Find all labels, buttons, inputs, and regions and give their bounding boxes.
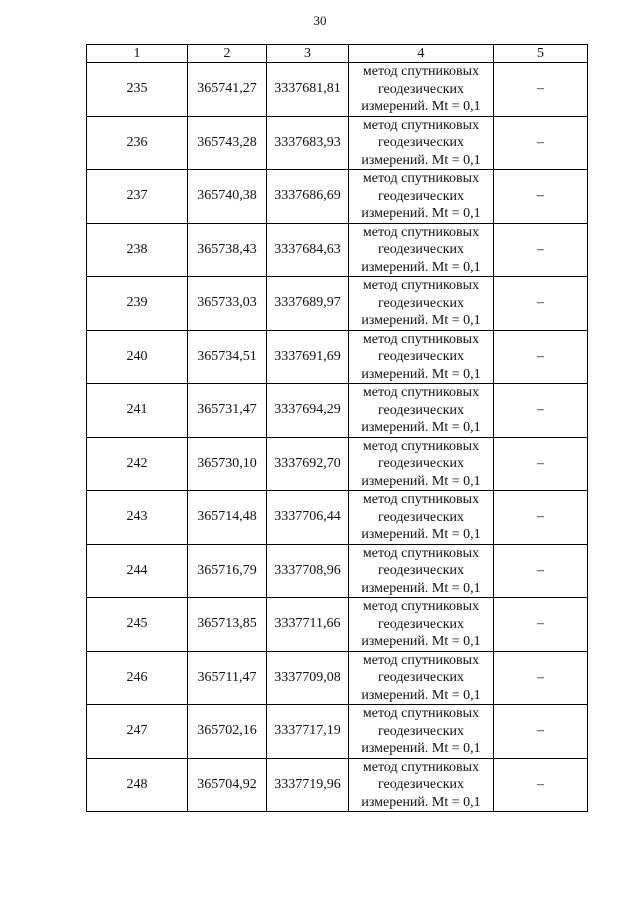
method-line: геодезических	[377, 777, 464, 792]
col5-cell: –	[494, 651, 588, 705]
method-line: измерений. Mt = 0,1	[361, 152, 481, 168]
method-cell	[349, 705, 494, 759]
table-row	[87, 544, 588, 598]
x-coordinate-cell: 365741,27	[188, 63, 267, 117]
method-line: геодезических	[377, 81, 464, 97]
table-row	[87, 598, 588, 652]
coordinates-table	[86, 44, 588, 812]
table-row	[87, 384, 588, 438]
method-line: измерений. Mt = 0,1	[361, 313, 481, 328]
x-coordinate-cell: 365702,16	[188, 705, 267, 759]
method-line: метод спутниковых	[362, 64, 480, 79]
method-cell	[349, 170, 494, 224]
x-coordinate-cell: 365704,92	[188, 758, 267, 812]
y-coordinate-cell: 3337689,97	[267, 277, 349, 331]
point-number-cell: 245	[87, 598, 188, 652]
x-coordinate-cell: 365714,48	[188, 491, 267, 545]
point-number-cell: 243	[87, 491, 188, 545]
method-line: измерений. Mt = 0,1	[361, 794, 481, 810]
method-line: метод спутниковых	[362, 652, 480, 668]
y-coordinate-cell: 3337709,08	[267, 651, 349, 705]
header-col-4: 4	[349, 45, 494, 63]
method-line: метод спутниковых	[362, 331, 480, 347]
method-line: метод спутниковых	[362, 599, 480, 614]
y-coordinate-cell: 3337683,93	[267, 116, 349, 170]
x-coordinate-cell: 365713,85	[188, 598, 267, 652]
table-row	[87, 330, 588, 384]
method-line: метод спутниковых	[362, 438, 480, 454]
method-line: измерений. Mt = 0,1	[361, 580, 481, 596]
y-coordinate-cell: 3337684,63	[267, 223, 349, 277]
col5-cell: –	[494, 170, 588, 224]
y-coordinate-cell: 3337692,70	[267, 437, 349, 491]
col5-cell: –	[494, 544, 588, 598]
method-line: измерений. Mt = 0,1	[361, 527, 481, 542]
x-coordinate-cell: 365743,28	[188, 116, 267, 170]
point-number-cell: 238	[87, 223, 188, 277]
point-number-cell: 241	[87, 384, 188, 438]
col5-cell: –	[494, 758, 588, 812]
col5-cell: –	[494, 437, 588, 491]
page-number: 30	[313, 13, 327, 28]
method-line: геодезических	[377, 188, 464, 204]
method-line: измерений. Mt = 0,1	[361, 366, 481, 382]
method-line: метод спутниковых	[362, 171, 480, 186]
method-cell	[349, 116, 494, 170]
table-body	[87, 63, 588, 812]
col5-cell: –	[494, 116, 588, 170]
method-line: измерений. Mt = 0,1	[361, 473, 481, 489]
point-number-cell: 240	[87, 330, 188, 384]
x-coordinate-cell: 365731,47	[188, 384, 267, 438]
point-number-cell: 244	[87, 544, 188, 598]
header-col-3: 3	[267, 45, 349, 63]
point-number-cell: 248	[87, 758, 188, 812]
y-coordinate-cell: 3337717,19	[267, 705, 349, 759]
method-cell	[349, 384, 494, 438]
point-number-cell: 242	[87, 437, 188, 491]
method-line: геодезических	[377, 402, 464, 418]
table-row	[87, 705, 588, 759]
method-cell	[349, 437, 494, 491]
table-row	[87, 491, 588, 545]
method-line: метод спутниковых	[362, 224, 480, 240]
x-coordinate-cell: 365730,10	[188, 437, 267, 491]
header-col-1: 1	[87, 45, 188, 63]
table-row	[87, 223, 588, 277]
method-line: измерений. Mt = 0,1	[361, 634, 481, 649]
method-cell	[349, 651, 494, 705]
point-number-cell: 237	[87, 170, 188, 224]
y-coordinate-cell: 3337711,66	[267, 598, 349, 652]
method-cell	[349, 544, 494, 598]
method-cell	[349, 330, 494, 384]
method-cell	[349, 491, 494, 545]
method-line: измерений. Mt = 0,1	[361, 206, 481, 221]
table-row	[87, 437, 588, 491]
table-row	[87, 277, 588, 331]
method-cell	[349, 277, 494, 331]
method-line: метод спутниковых	[362, 117, 480, 133]
point-number-cell: 247	[87, 705, 188, 759]
method-line: геодезических	[377, 242, 464, 257]
method-line: геодезических	[377, 135, 464, 150]
point-number-cell: 246	[87, 651, 188, 705]
table-row	[87, 651, 588, 705]
col5-cell: –	[494, 223, 588, 277]
method-line: измерений. Mt = 0,1	[361, 99, 481, 114]
y-coordinate-cell: 3337691,69	[267, 330, 349, 384]
y-coordinate-cell: 3337681,81	[267, 63, 349, 117]
method-line: метод спутниковых	[362, 492, 480, 507]
table-header-row	[87, 45, 588, 63]
header-col-5: 5	[494, 45, 588, 63]
method-line: метод спутниковых	[362, 706, 480, 721]
method-line: геодезических	[377, 670, 464, 685]
point-number-cell: 239	[87, 277, 188, 331]
table-row	[87, 170, 588, 224]
y-coordinate-cell: 3337694,29	[267, 384, 349, 438]
col5-cell: –	[494, 330, 588, 384]
col5-cell: –	[494, 598, 588, 652]
col5-cell: –	[494, 705, 588, 759]
table-row	[87, 63, 588, 117]
x-coordinate-cell: 365716,79	[188, 544, 267, 598]
x-coordinate-cell: 365734,51	[188, 330, 267, 384]
point-number-cell: 236	[87, 116, 188, 170]
method-line: геодезических	[377, 456, 464, 471]
method-line: геодезических	[377, 616, 464, 632]
y-coordinate-cell: 3337719,96	[267, 758, 349, 812]
method-line: измерений. Mt = 0,1	[361, 259, 481, 275]
x-coordinate-cell: 365733,03	[188, 277, 267, 331]
method-line: метод спутниковых	[362, 759, 480, 775]
method-line: измерений. Mt = 0,1	[361, 741, 481, 756]
method-cell	[349, 598, 494, 652]
y-coordinate-cell: 3337708,96	[267, 544, 349, 598]
header-col-2: 2	[188, 45, 267, 63]
table-row	[87, 116, 588, 170]
method-cell	[349, 63, 494, 117]
x-coordinate-cell: 365738,43	[188, 223, 267, 277]
point-number-cell: 235	[87, 63, 188, 117]
method-line: геодезических	[377, 349, 464, 364]
method-cell	[349, 223, 494, 277]
method-line: геодезических	[377, 563, 464, 578]
y-coordinate-cell: 3337706,44	[267, 491, 349, 545]
method-cell	[349, 758, 494, 812]
method-line: измерений. Mt = 0,1	[361, 420, 481, 435]
method-line: геодезических	[377, 509, 464, 525]
method-line: измерений. Mt = 0,1	[361, 687, 481, 703]
method-line: геодезических	[377, 723, 464, 739]
method-line: метод спутниковых	[362, 278, 480, 293]
col5-cell: –	[494, 277, 588, 331]
col5-cell: –	[494, 491, 588, 545]
x-coordinate-cell: 365740,38	[188, 170, 267, 224]
y-coordinate-cell: 3337686,69	[267, 170, 349, 224]
col5-cell: –	[494, 63, 588, 117]
method-line: метод спутниковых	[362, 545, 480, 561]
method-line: геодезических	[377, 295, 464, 311]
method-line: метод спутниковых	[362, 385, 480, 400]
col5-cell: –	[494, 384, 588, 438]
x-coordinate-cell: 365711,47	[188, 651, 267, 705]
table-row	[87, 758, 588, 812]
